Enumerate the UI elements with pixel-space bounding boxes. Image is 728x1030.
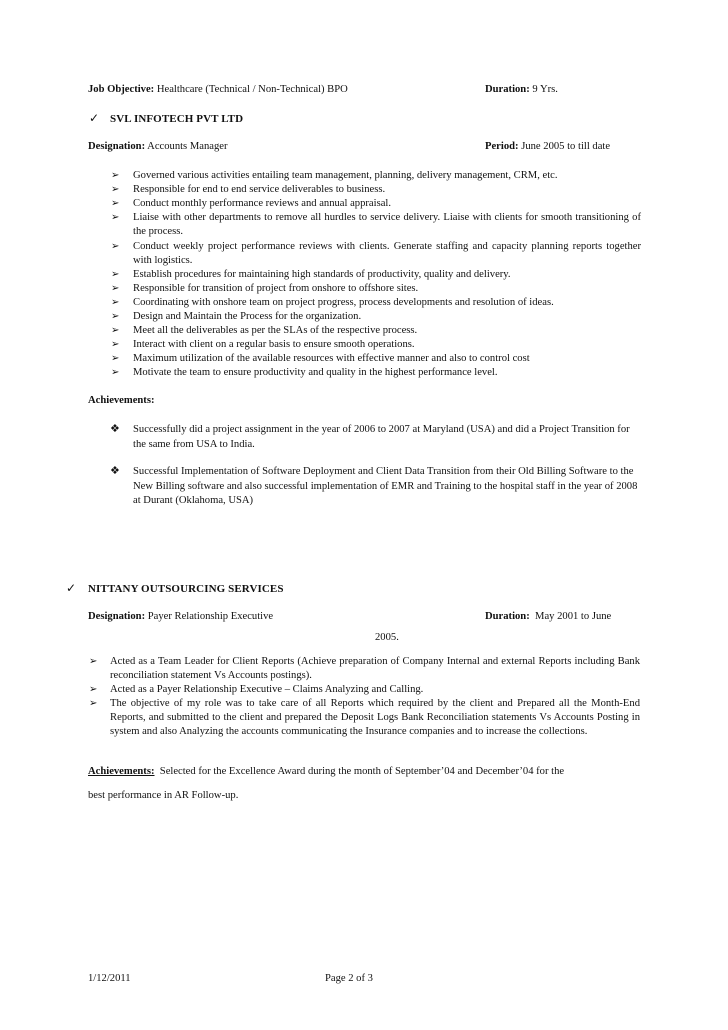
responsibility-item: The objective of my role was to take care of all Reports which required by the client and Prepared all the Month-End Reports, and submitted to the client and prepared the Deposit Logs Bank Reconciliation statements Vs Accounts Posting in system and also Analyzing the accounts communicating the Insurance companies and to increase the collections. bbox=[110, 698, 640, 737]
achievement-item: Successfully did a project assignment in the year of 2006 to 2007 at Maryland (USA) and did a Project Transition for the same from USA to India. bbox=[133, 424, 630, 450]
responsibility-item: Responsible for transition of project from onshore to offshore sites. bbox=[133, 283, 419, 294]
checkmark-icon: ✓ bbox=[89, 111, 100, 125]
footer-date: 1/12/2011 bbox=[88, 973, 131, 984]
company2-achievements bbox=[88, 766, 564, 777]
arrow-bullet-icon: ➢ bbox=[111, 184, 120, 195]
arrow-bullet-icon: ➢ bbox=[89, 684, 98, 695]
company1-designation bbox=[88, 141, 227, 152]
duration-label: Duration: bbox=[485, 611, 530, 622]
responsibility-item: Design and Maintain the Process for the organization. bbox=[133, 311, 362, 322]
responsibility-item: Conduct monthly performance reviews and annual appraisal. bbox=[133, 198, 391, 209]
company2-designation bbox=[88, 611, 273, 622]
arrow-bullet-icon: ➢ bbox=[111, 269, 120, 280]
arrow-bullet-icon: ➢ bbox=[111, 339, 120, 350]
responsibility-item: Governed various activities entailing team management, planning, delivery management, CRM, etc. bbox=[133, 170, 558, 181]
responsibility-item: Coordinating with onshore team on project progress, process developments and resolution of ideas. bbox=[133, 297, 554, 308]
responsibility-item: Responsible for end to end service deliverables to business. bbox=[133, 184, 386, 195]
responsibility-item: Motivate the team to ensure productivity and quality in the highest performance level. bbox=[133, 367, 498, 378]
company2-duration-continued: 2005. bbox=[375, 632, 399, 643]
responsibility-item: Liaise with other departments to remove all hurdles to service delivery. Liaise with clients for smooth transitioning of the process. bbox=[133, 212, 641, 238]
responsibility-item: Acted as a Team Leader for Client Reports (Achieve preparation of Company Internal and external Reports including Bank reconciliation statement Vs Accounts postings). bbox=[110, 656, 640, 681]
duration-value: 9 Yrs. bbox=[532, 84, 558, 95]
job-objective-value: Healthcare (Technical / Non-Technical) BPO bbox=[156, 84, 348, 95]
responsibility-item: Establish procedures for maintaining high standards of productivity, quality and delivery. bbox=[133, 269, 511, 280]
arrow-bullet-icon: ➢ bbox=[111, 212, 120, 223]
arrow-bullet-icon: ➢ bbox=[111, 325, 120, 336]
arrow-bullet-icon: ➢ bbox=[111, 198, 120, 209]
period-label: Period: bbox=[485, 141, 519, 152]
achievement-item: Successful Implementation of Software Deployment and Client Data Transition from their Old Billing Software to the New Billing software and also successful implementation of EMR and Training to the hospital staff in the year of 2008 at Durant (Oklahoma, USA) bbox=[133, 466, 638, 506]
arrow-bullet-icon: ➢ bbox=[111, 297, 120, 308]
designation-label: Designation: bbox=[88, 141, 146, 152]
period-value: June 2005 to till date bbox=[521, 141, 611, 152]
job-objective-label: Job Objective: bbox=[88, 84, 155, 95]
responsibility-item: Conduct weekly project performance reviews with clients. Generate staffing and capacity planning reports together with logistics. bbox=[133, 241, 641, 267]
arrow-bullet-icon: ➢ bbox=[89, 698, 98, 709]
company2-duration bbox=[485, 611, 611, 622]
designation-label: Designation: bbox=[88, 611, 146, 622]
diamond-bullet-icon: ❖ bbox=[110, 422, 120, 435]
job-objective bbox=[88, 84, 348, 95]
company1-achievements-heading: Achievements: bbox=[88, 395, 155, 406]
achievements-label: Achievements: bbox=[88, 766, 155, 777]
designation-value: Accounts Manager bbox=[147, 141, 228, 152]
responsibility-item: Interact with client on a regular basis to ensure smooth operations. bbox=[133, 339, 415, 350]
company2-achievements-continued: best performance in AR Follow-up. bbox=[88, 790, 239, 801]
total-duration bbox=[485, 84, 558, 95]
arrow-bullet-icon: ➢ bbox=[111, 353, 120, 364]
arrow-bullet-icon: ➢ bbox=[89, 656, 98, 667]
achievements-text: Selected for the Excellence Award during the month of September’04 and December’04 for the bbox=[159, 766, 565, 777]
arrow-bullet-icon: ➢ bbox=[111, 283, 120, 294]
footer-page-number: Page 2 of 3 bbox=[325, 973, 373, 984]
responsibility-item: Meet all the deliverables as per the SLAs of the respective process. bbox=[133, 325, 418, 336]
arrow-bullet-icon: ➢ bbox=[111, 311, 120, 322]
company1-name: SVL INFOTECH PVT LTD bbox=[110, 113, 244, 125]
responsibility-item: Maximum utilization of the available resources with effective manner and also to control cost bbox=[133, 353, 530, 364]
company1-period bbox=[485, 141, 610, 152]
company2-name: NITTANY OUTSOURCING SERVICES bbox=[88, 583, 284, 595]
arrow-bullet-icon: ➢ bbox=[111, 170, 120, 181]
responsibility-item: Acted as a Payer Relationship Executive – Claims Analyzing and Calling. bbox=[110, 684, 424, 695]
duration-label: Duration: bbox=[485, 84, 530, 95]
diamond-bullet-icon: ❖ bbox=[110, 464, 120, 477]
arrow-bullet-icon: ➢ bbox=[111, 367, 120, 378]
duration-value: May 2001 to June bbox=[535, 611, 612, 622]
designation-value: Payer Relationship Executive bbox=[147, 611, 274, 622]
checkmark-icon: ✓ bbox=[66, 581, 77, 595]
arrow-bullet-icon: ➢ bbox=[111, 241, 120, 252]
